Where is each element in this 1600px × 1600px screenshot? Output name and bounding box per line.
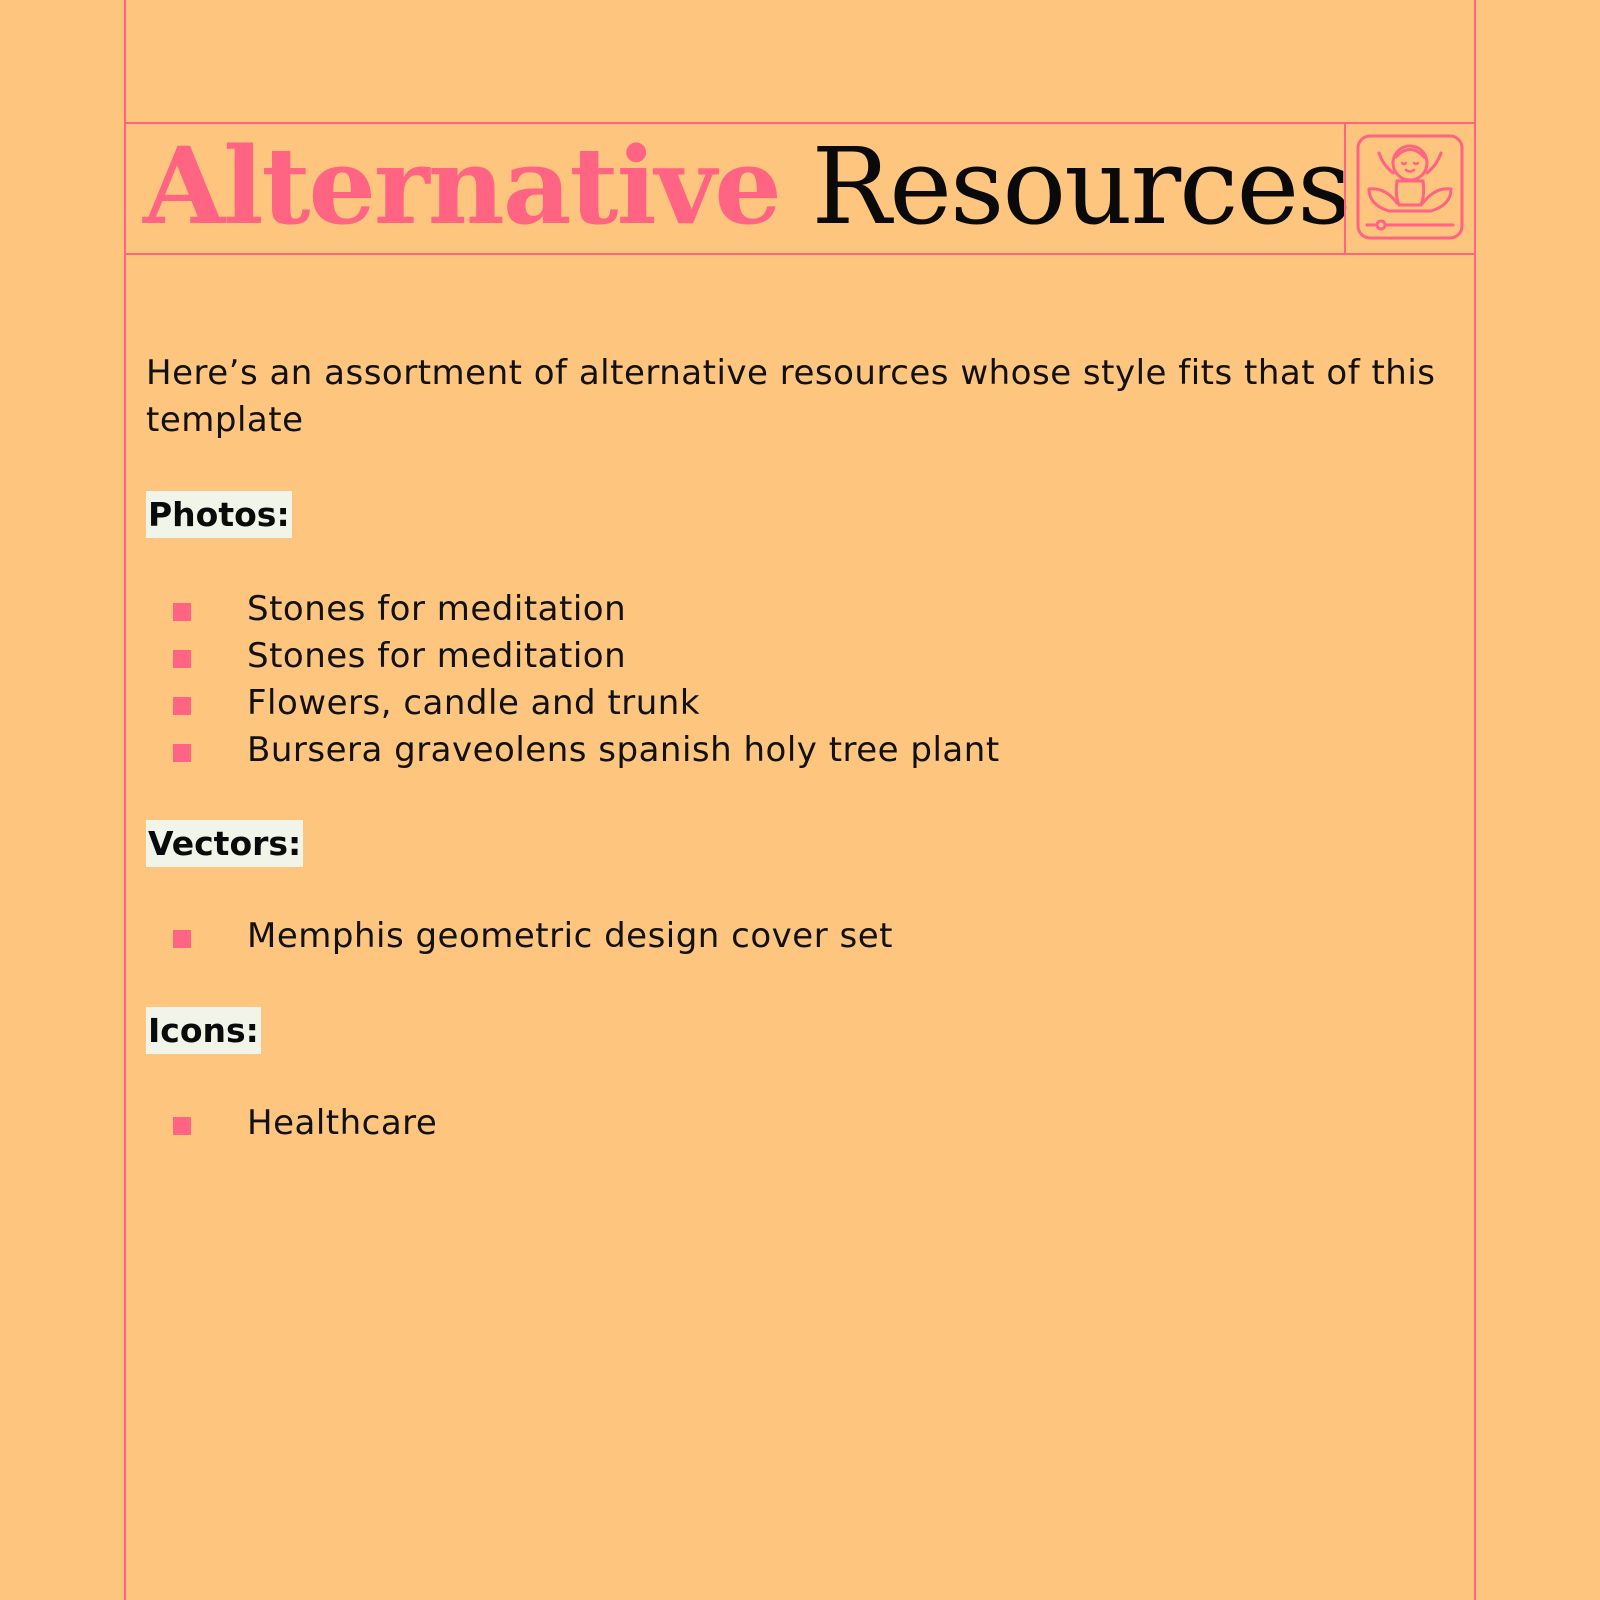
intro-text: Here’s an assortment of alternative resources whose style fits that of this template — [146, 353, 1436, 440]
square-bullet-icon — [173, 697, 191, 715]
title-accent: Alternative — [143, 123, 780, 248]
list-item-text: Flowers, candle and trunk — [247, 683, 701, 723]
square-bullet-icon — [173, 650, 191, 668]
page-title — [143, 118, 1350, 253]
square-bullet-icon — [173, 1117, 191, 1135]
header-bottom-line — [125, 253, 1475, 255]
section-heading-icons: Icons: — [146, 1007, 261, 1054]
list-item-text: Stones for meditation — [247, 589, 627, 629]
square-bullet-icon — [173, 744, 191, 762]
square-bullet-icon — [173, 603, 191, 621]
square-bullet-icon — [173, 930, 191, 948]
left-border-line — [124, 0, 126, 1600]
list-item-text: Bursera graveolens spanish holy tree plant — [247, 730, 1000, 770]
title-rest: Resources — [811, 125, 1350, 248]
list-item-text: Healthcare — [247, 1103, 438, 1143]
meditation-figure-icon — [1355, 133, 1465, 241]
list-item-text: Stones for meditation — [247, 636, 627, 676]
section-heading-photos: Photos: — [146, 491, 292, 538]
header-icon-box — [1344, 124, 1475, 253]
list-item-text: Memphis geometric design cover set — [247, 916, 893, 956]
section-heading-vectors: Vectors: — [146, 820, 303, 867]
